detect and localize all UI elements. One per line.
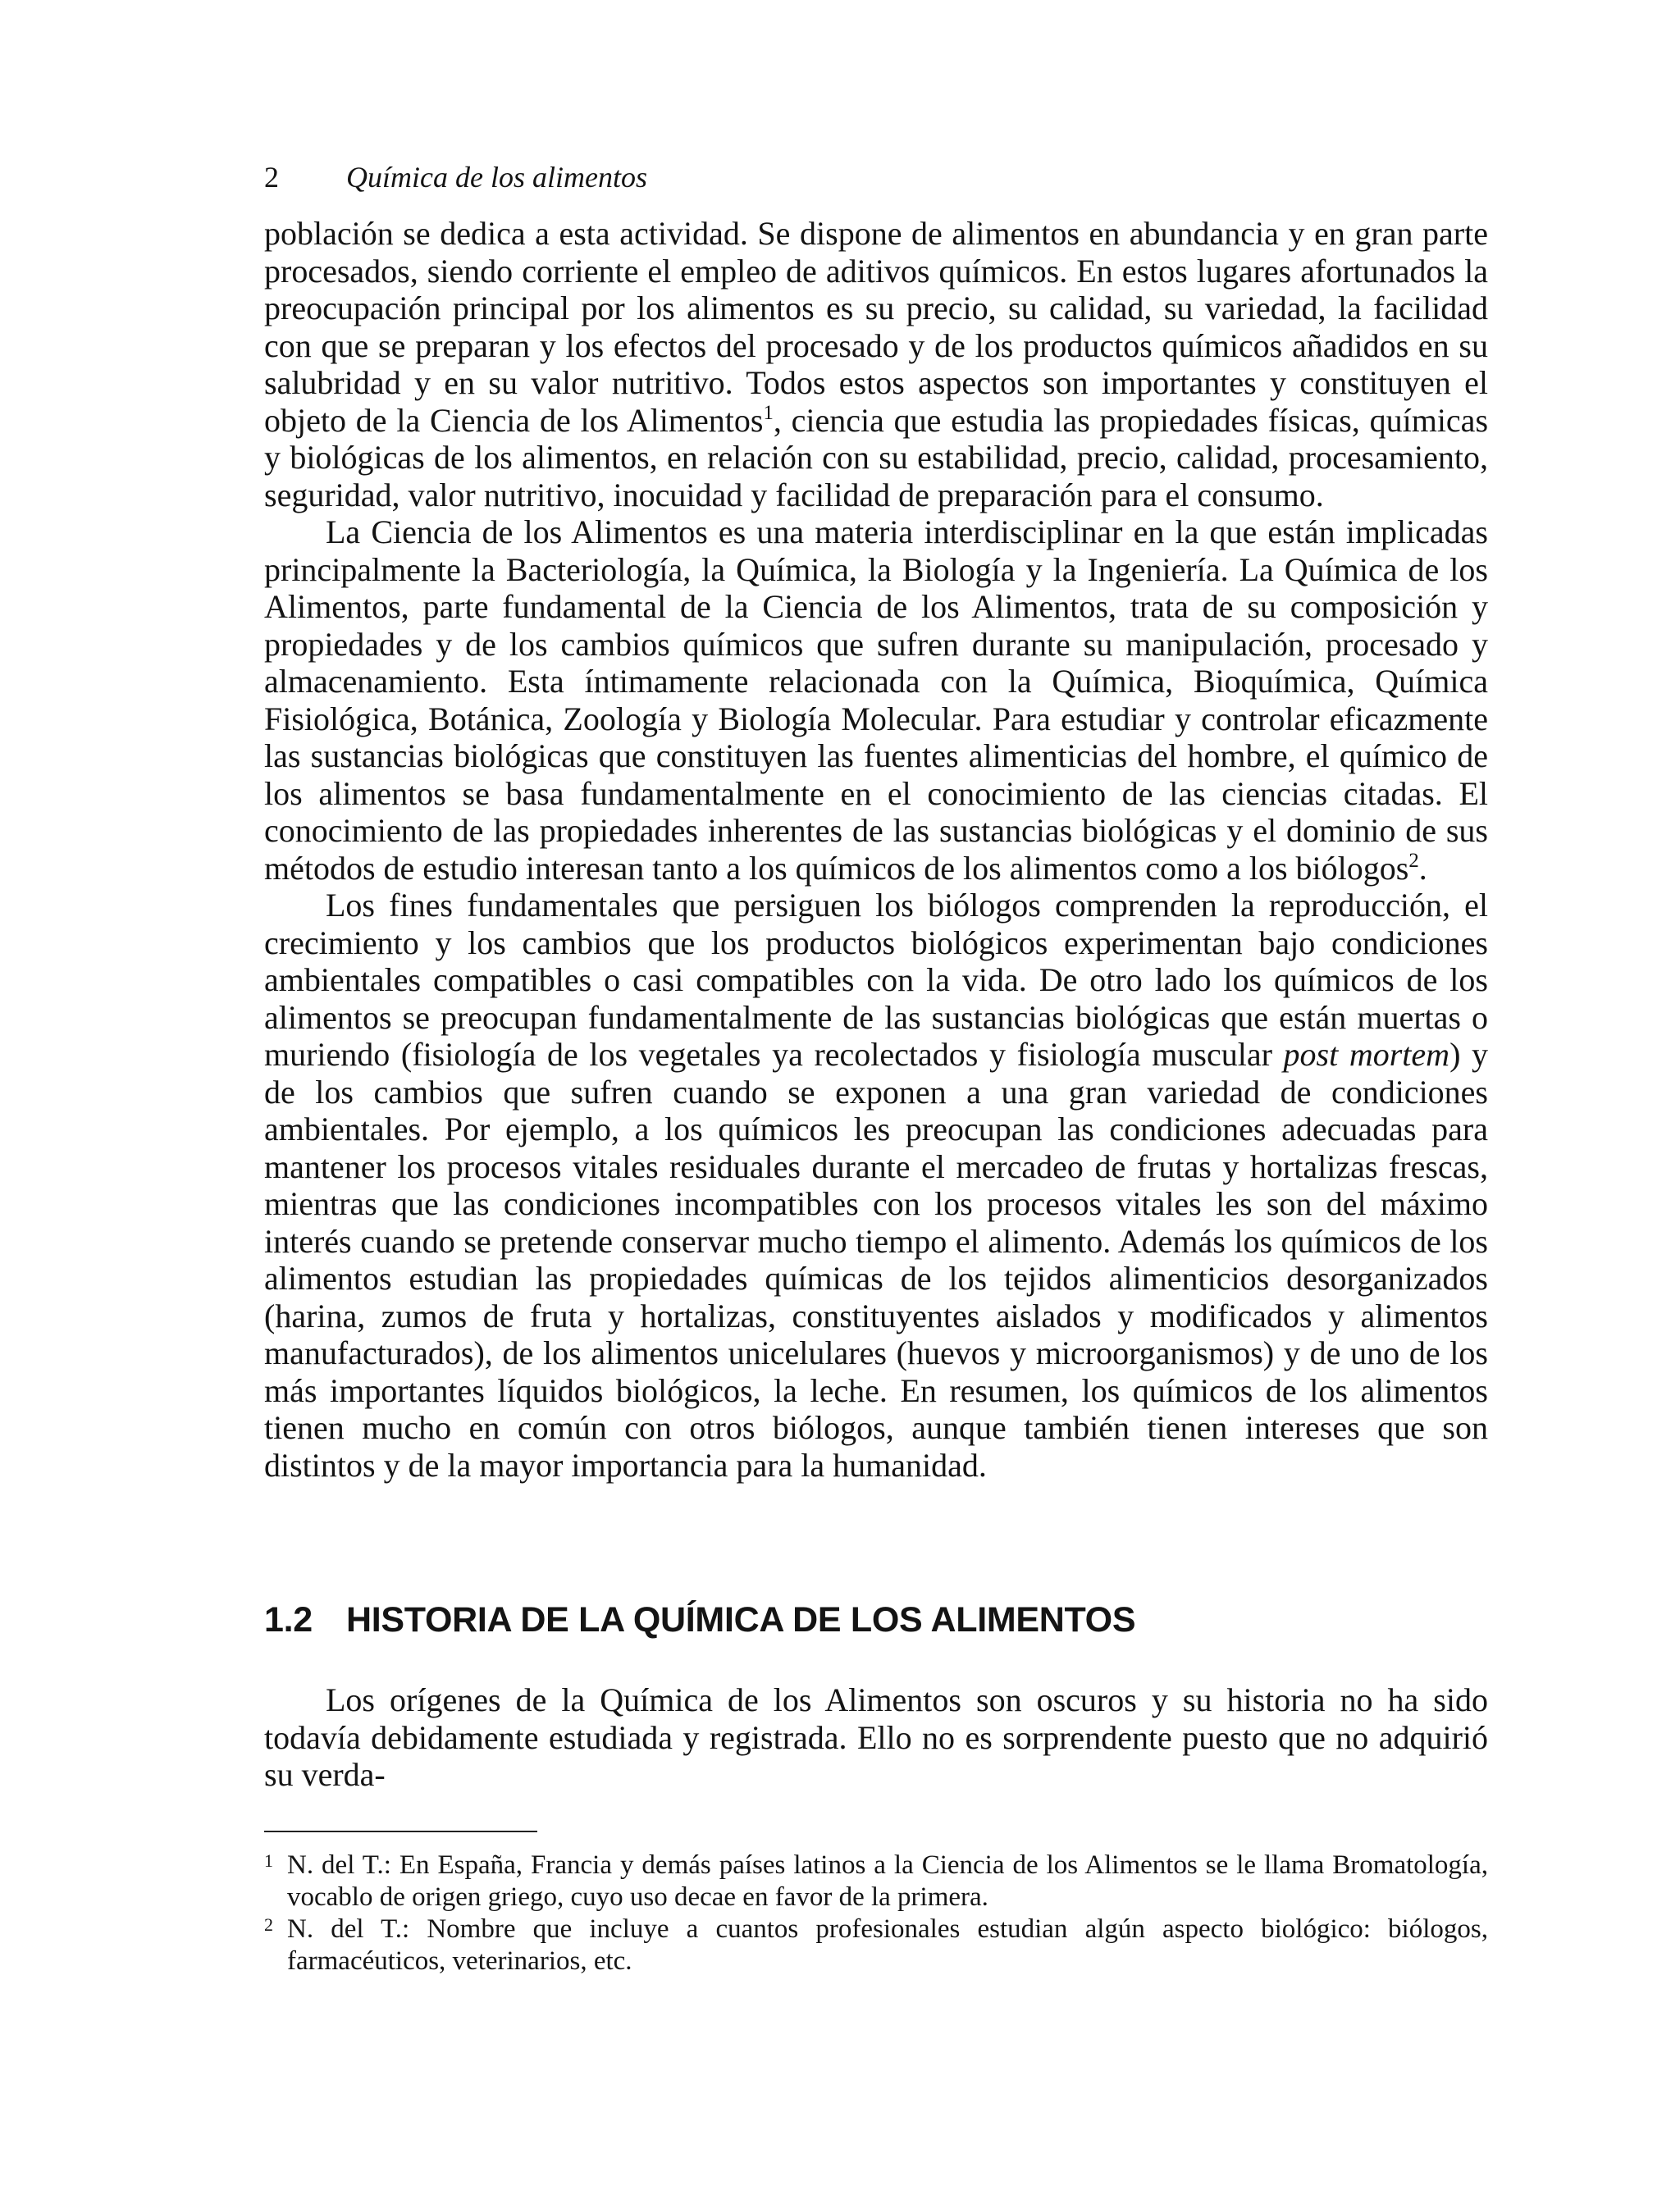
footnote-divider — [264, 1831, 537, 1832]
footnote-ref-1: 1 — [763, 401, 774, 424]
paragraph-text: , ciencia que estudia las propiedades físicas, químicas y biológicas de los alimentos, en relación con su estabilidad, precio, calidad, procesamiento, seguridad, valor nutritivo, inocuidad y facilidad de preparación para el consumo. — [264, 401, 1489, 513]
footnote-text: N. del T.: En España, Francia y demás países latinos a la Ciencia de los Alimentos se le llama Bromatología, vocablo de origen griego, cuyo uso decae en favor de la primera. — [287, 1850, 1488, 1912]
footnote-mark: 1 — [264, 1850, 273, 1871]
section-number: 1.2 — [264, 1600, 313, 1640]
footnote-text: N. del T.: Nombre que incluye a cuantos profesionales estudian algún aspecto biológico: biólogos, farmacéuticos, veterinarios, etc. — [287, 1914, 1488, 1976]
page-number: 2 — [264, 161, 279, 194]
paragraph-text: ) y de los cambios que sufren cuando se exponen a una gran variedad de condiciones ambientales. Por ejemplo, a los químicos les preocupan las condiciones adecuadas para mantener los procesos vitales residuales durante el mercadeo de frutas y hortalizas frescas, mientras que las condiciones incompatibles con los procesos vitales les son del máximo interés cuando se pretende conservar mucho tiempo el alimento. Además los químicos de los alimentos estudian las propiedades químicas de los tejidos alimenticios desorganizados (harina, zumos de fruta y hortalizas, constituyentes aislados y modificados y alimentos manufacturados), de los alimentos unicelulares (huevos y microorganismos) y de uno de los más importantes líquidos biológicos, la leche. En resumen, los químicos de los alimentos tienen mucho en común con otros biólogos, aunque también tienen intereses que son distintos y de la mayor importancia para la humanidad. — [264, 1036, 1489, 1484]
paragraph-2 — [264, 513, 1488, 887]
book-title: Química de los alimentos — [346, 161, 647, 194]
paragraph-1 — [264, 215, 1488, 513]
body-text — [264, 215, 1488, 1484]
section-paragraph: Los orígenes de la Química de los Alimentos son oscuros y su historia no ha sido todavía debidamente estudiada y registrada. Ello no es sorprendente puesto que no adquirió su verda- — [264, 1681, 1488, 1793]
paragraph-text: La Ciencia de los Alimentos es una materia interdisciplinar en la que están implicadas principalmente la Bacteriología, la Química, la Biología y la Ingeniería. La Química de los Alimentos, parte fundamental de la Ciencia de los Alimentos, trata de su composición y propiedades y de los cambios químicos que sufren durante su manipulación, procesado y almacenamiento. Esta íntimamente relacionada con la Química, Bioquímica, Química Fisiológica, Botánica, Zoología y Biología Molecular. Para estudiar y controlar eficazmente las sustancias biológicas que constituyen las fuentes alimenticias del hombre, el químico de los alimentos se basa fundamentalmente en el conocimiento de las ciencias citadas. El conocimiento de las propiedades inherentes de las sustancias biológicas y el dominio de sus métodos de estudio interesan tanto a los químicos de los alimentos como a los biólogos — [264, 513, 1488, 887]
running-head — [264, 161, 647, 194]
footnote-2 — [264, 1913, 1488, 1977]
section-heading — [264, 1599, 1135, 1640]
footnote-mark: 2 — [264, 1914, 273, 1935]
footnote-1 — [264, 1850, 1488, 1913]
paragraph-3 — [264, 887, 1488, 1484]
footnote-ref-2: 2 — [1408, 849, 1419, 872]
paragraph-text: . — [1418, 849, 1427, 887]
paragraph-text: población se dedica a esta actividad. Se dispone de alimentos en abundancia y en gran parte procesados, siendo corriente el empleo de aditivos químicos. En estos lugares afortunados la preocupación principal por los alimentos es su precio, su calidad, su variedad, la facilidad con que se preparan y los efectos del procesado y de los productos químicos añadidos en su salubridad y en su valor nutritivo. Todos estos aspectos son importantes y constituyen el objeto de la Ciencia de los Alimentos — [264, 215, 1488, 439]
paragraph-text: Los fines fundamentales que persiguen los biólogos comprenden la reproducción, el crecimiento y los cambios que los productos biológicos experimentan bajo condiciones ambientales compatibles o casi compatibles con la vida. De otro lado los químicos de los alimentos se preocupan fundamentalmente de las sustancias biológicas que están muertas o muriendo (fisiología de los vegetales ya recolectados y fisiología muscular — [264, 887, 1488, 1073]
section-title: HISTORIA DE LA QUÍMICA DE LOS ALIMENTOS — [346, 1600, 1136, 1640]
footnotes — [264, 1850, 1488, 1977]
italic-term: post mortem — [1283, 1036, 1450, 1073]
